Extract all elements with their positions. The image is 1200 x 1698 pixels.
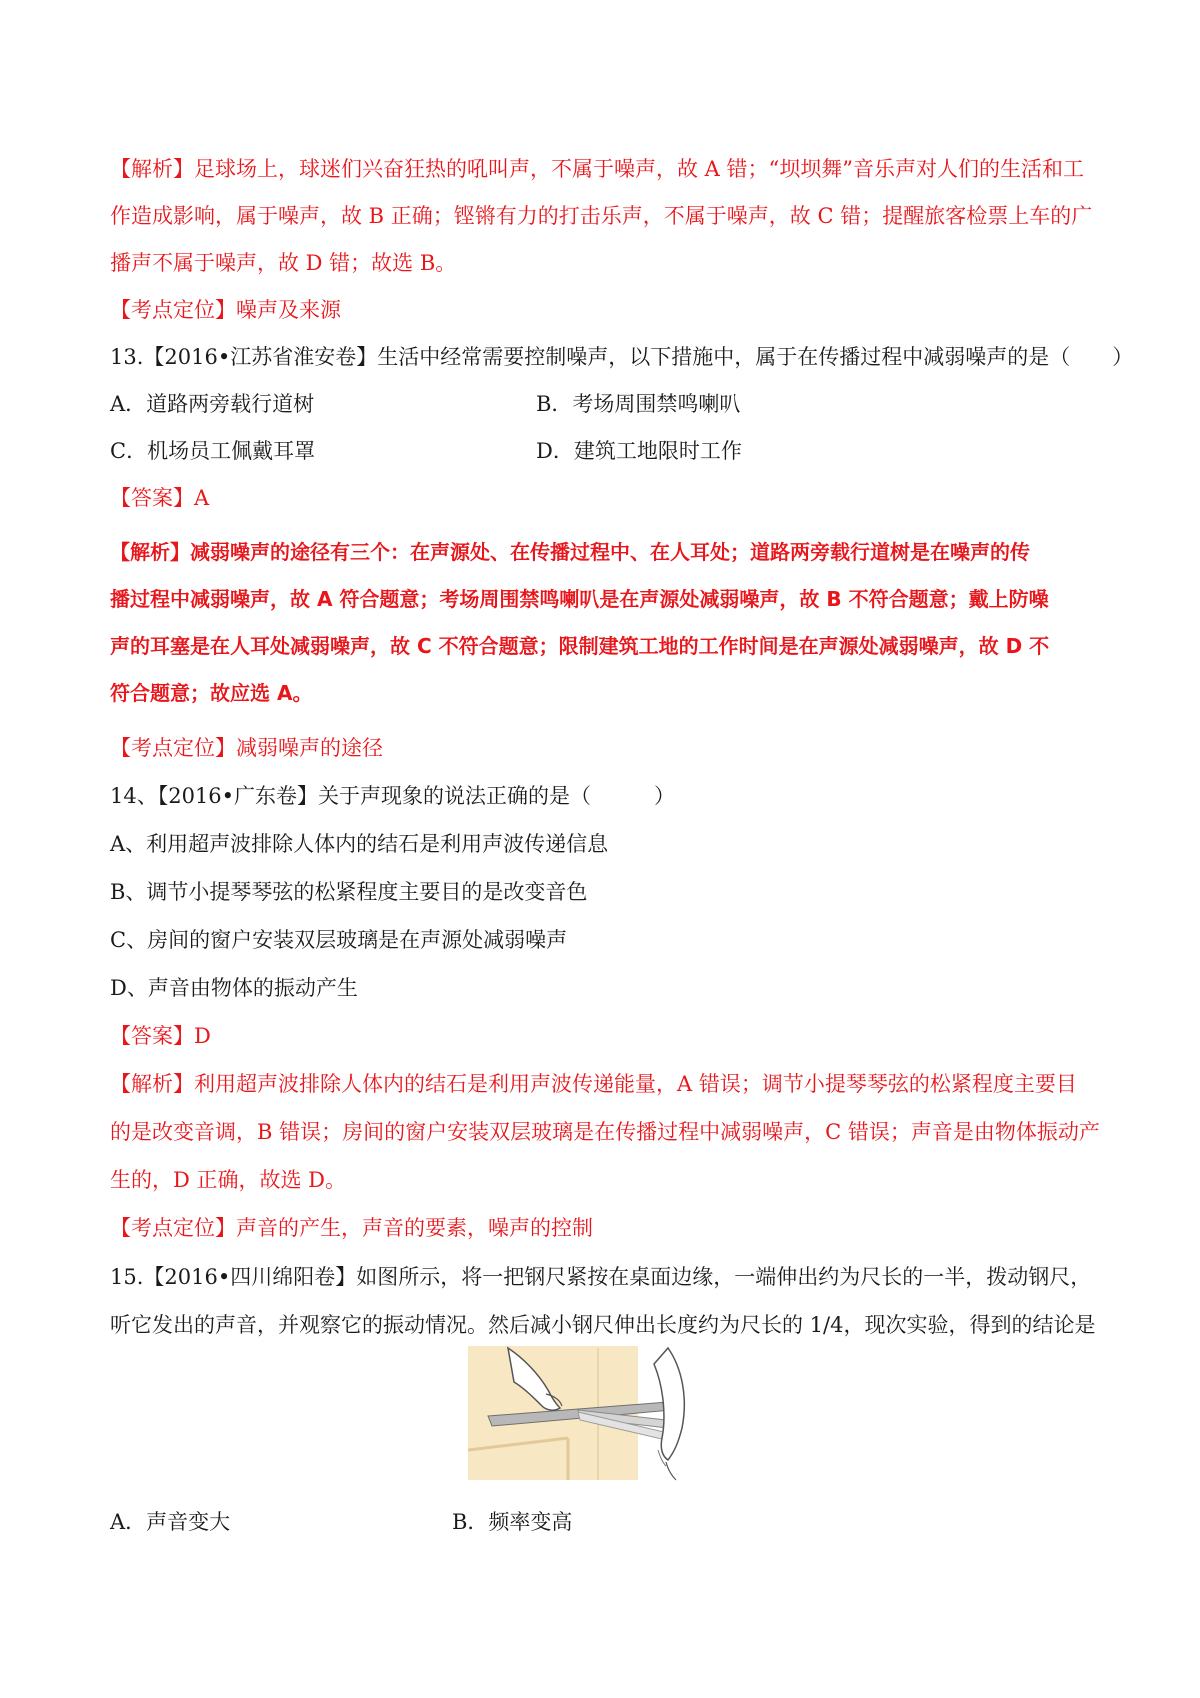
q13-option-c: C．机场员工佩戴耳罩	[110, 439, 316, 463]
q14-stem: 14、【2016•广东卷】关于声现象的说法正确的是（ ）	[110, 784, 676, 808]
q14-analysis-line-1: 【解析】利用超声波排除人体内的结石是利用声波传递能量，A 错误；调节小提琴琴弦的松紧程度主要目	[110, 1072, 1077, 1096]
q13-analysis-line-1: 【解析】减弱噪声的途径有三个：在声源处、在传播过程中、在人耳处；道路两旁载行道树是在噪声的传	[110, 540, 1030, 564]
q13-answer: 【答案】A	[110, 486, 210, 510]
q12-knowledge-point: 【考点定位】噪声及来源	[110, 298, 341, 322]
q12-analysis-line-2: 作造成影响，属于噪声，故 B 正确；铿锵有力的打击乐声，不属于噪声，故 C 错；提醒旅客检票上车的广	[110, 204, 1093, 228]
q15-stem-line-1: 15.【2016•四川绵阳卷】如图所示，将一把钢尺紧按在桌面边缘，一端伸出约为尺长的一半，拨动钢尺，	[110, 1265, 1092, 1289]
q13-option-d: D．建筑工地限时工作	[536, 439, 742, 463]
q14-option-a: A、利用超声波排除人体内的结石是利用声波传递信息	[110, 832, 609, 856]
q14-answer: 【答案】D	[110, 1024, 211, 1048]
q13-option-b: B．考场周围禁鸣喇叭	[536, 392, 741, 416]
q14-option-d: D、声音由物体的振动产生	[110, 976, 358, 1000]
q15-option-a: A．声音变大	[110, 1510, 231, 1534]
q13-analysis-line-3: 声的耳塞是在人耳处减弱噪声，故 C 不符合题意；限制建筑工地的工作时间是在声源处减弱噪声，故 D 不	[110, 634, 1050, 658]
q13-stem: 13.【2016•江苏省淮安卷】生活中经常需要控制噪声，以下措施中，属于在传播过程中减弱噪声的是（ ）	[110, 345, 1134, 369]
q13-option-a: A．道路两旁载行道树	[110, 392, 315, 416]
steel-ruler-figure	[468, 1338, 698, 1488]
q14-option-c: C、房间的窗户安装双层玻璃是在声源处减弱噪声	[110, 928, 568, 952]
q13-analysis-line-4: 符合题意；故应选 A。	[110, 681, 313, 705]
q12-analysis-line-3: 播声不属于噪声，故 D 错；故选 B。	[110, 251, 457, 275]
q13-knowledge-point: 【考点定位】减弱噪声的途径	[110, 736, 383, 760]
q15-stem-line-2: 听它发出的声音，并观察它的振动情况。然后减小钢尺伸出长度约为尺长的 1/4，现次实验，得到的结论是	[110, 1313, 1096, 1337]
q12-analysis-line-1: 【解析】足球场上，球迷们兴奋狂热的吼叫声，不属于噪声，故 A 错；“坝坝舞”音乐声对人们的生活和工	[110, 157, 1084, 181]
q14-analysis-line-2: 的是改变音调，B 错误；房间的窗户安装双层玻璃是在传播过程中减弱噪声，C 错误；声音是由物体振动产	[110, 1120, 1100, 1144]
q13-analysis-line-2: 播过程中减弱噪声，故 A 符合题意；考场周围禁鸣喇叭是在声源处减弱噪声，故 B 不符合题意；戴上防噪	[110, 587, 1049, 611]
q14-option-b: B、调节小提琴琴弦的松紧程度主要目的是改变音色	[110, 880, 588, 904]
q14-knowledge-point: 【考点定位】声音的产生，声音的要素，噪声的控制	[110, 1216, 593, 1240]
q15-option-b: B．频率变高	[452, 1510, 573, 1534]
q14-analysis-line-3: 生的，D 正确，故选 D。	[110, 1168, 347, 1192]
ruler-illustration	[468, 1338, 698, 1488]
